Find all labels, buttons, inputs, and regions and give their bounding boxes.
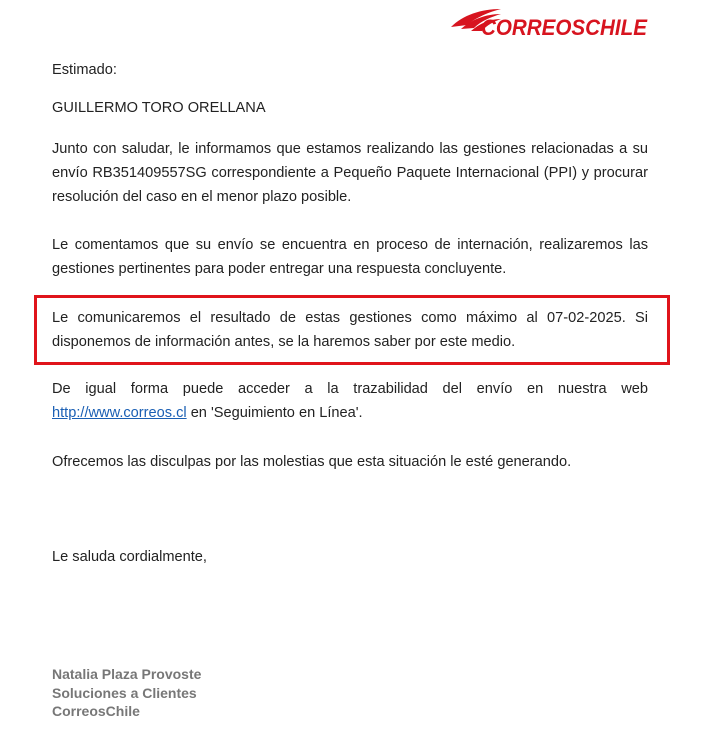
brand-name: CORREOSCHILE xyxy=(481,15,649,40)
paragraph-tracking xyxy=(52,377,648,425)
tracking-link[interactable]: http://www.correos.cl xyxy=(52,405,187,421)
signature-company: CorreosChile xyxy=(52,703,140,719)
correoschile-logo xyxy=(449,5,649,41)
signature-block xyxy=(52,665,201,721)
paragraph-apology: Ofrecemos las disculpas por las molestias que esta situación le esté generando. xyxy=(52,454,572,470)
paragraph-intro: Junto con saludar, le informamos que estamos realizando las gestiones relacionadas a su envío RB351409557SG correspondiente a Pequeño Paquete Internacional (PPI) y procurar resolución del caso en el menor plazo posible. xyxy=(52,141,648,205)
recipient-name: GUILLERMO TORO ORELLANA xyxy=(52,100,266,116)
signature-name: Natalia Plaza Provoste xyxy=(52,666,202,682)
signature-department: Soluciones a Clientes xyxy=(52,684,197,701)
paragraph-status: Le comentamos que su envío se encuentra en proceso de internación, realizaremos las gestiones pertinentes para poder entregar una respuesta concluyente. xyxy=(52,237,648,277)
closing: Le saluda cordialmente, xyxy=(52,549,207,565)
tracking-text-after: en 'Seguimiento en Línea'. xyxy=(186,405,363,421)
greeting: Estimado: xyxy=(52,62,117,78)
paragraph-deadline: Le comunicaremos el resultado de estas gestiones como máximo al 07-02-2025. Si disponemos de información antes, se la haremos saber por este medio. xyxy=(52,310,648,350)
tracking-text-before: De igual forma puede acceder a la trazabilidad del envío en nuestra web xyxy=(52,381,648,397)
